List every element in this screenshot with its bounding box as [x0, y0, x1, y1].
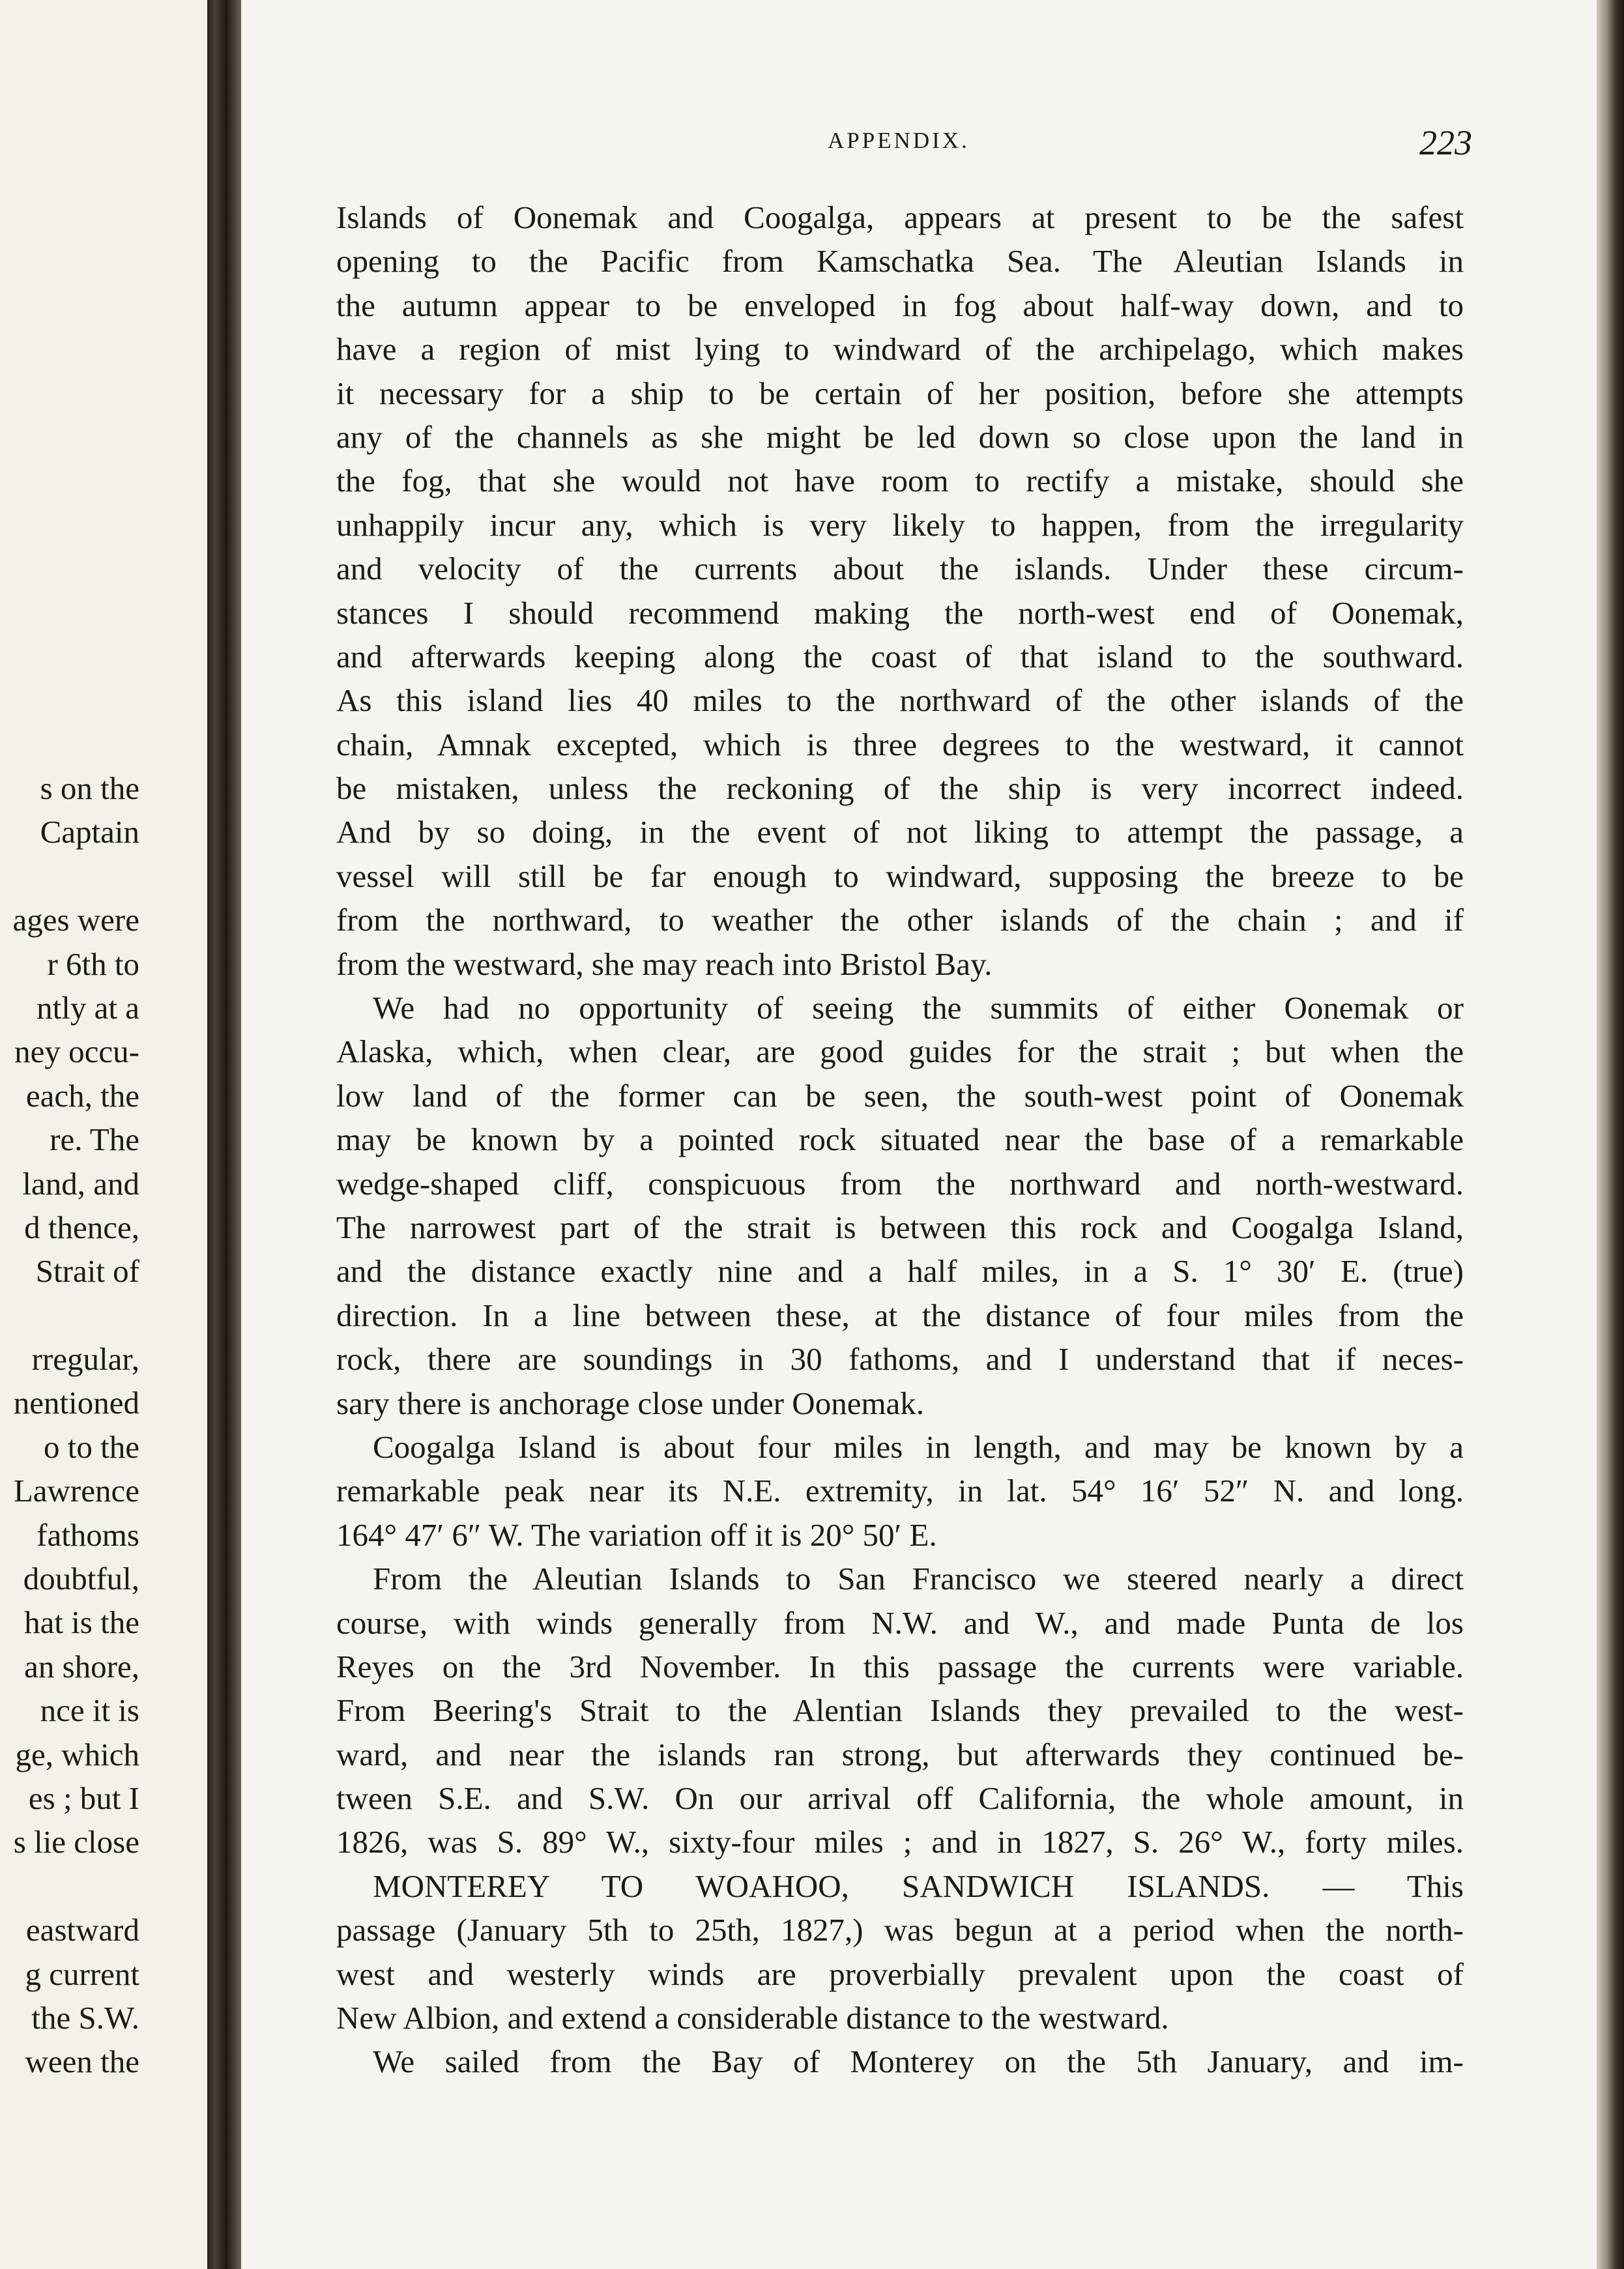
- left-line: s lie close: [13, 1824, 139, 1860]
- text-line: passage (January 5th to 25th, 1827,) was begun at a period when the north-: [336, 1912, 1464, 1948]
- left-line: land, and: [22, 1165, 139, 1202]
- left-page-text: [12, 766, 139, 2084]
- text-line: We had no opportunity of seeing the summits of either Oonemak or: [373, 990, 1464, 1026]
- left-line-gap: [12, 1864, 139, 1908]
- text-line: 1826, was S. 89° W., sixty-four miles ; and in 1827, S. 26° W., forty miles.: [336, 1824, 1464, 1860]
- text-line: Reyes on the 3rd November. In this passage the currents were variable.: [336, 1648, 1464, 1684]
- page-edge: [1597, 0, 1624, 2269]
- section-heading-line: MONTEREY TO WOAHOO, SANDWICH ISLANDS. — This: [373, 1868, 1464, 1904]
- text-line: and velocity of the currents about the islands. Under these circum-: [336, 551, 1464, 587]
- text-line: We sailed from the Bay of Monterey on the 5th January, and im-: [373, 2044, 1464, 2080]
- book-gutter: [207, 0, 241, 2269]
- left-line: ge, which: [15, 1736, 139, 1772]
- text-line: Alaska, which, when clear, are good guides for the strait ; but when the: [336, 1033, 1464, 1070]
- text-line: Coogalga Island is about four miles in length, and may be known by a: [373, 1428, 1464, 1465]
- left-line: Captain: [40, 814, 139, 850]
- text-line: any of the channels as she might be led down so close upon the land in: [336, 418, 1464, 455]
- right-page: [241, 0, 1597, 2269]
- text-line: sary there is anchorage close under Oonemak.: [336, 1385, 925, 1421]
- text-line: remarkable peak near its N.E. extremity, in lat. 54° 16′ 52″ N. and long.: [336, 1473, 1464, 1509]
- text-line: may be known by a pointed rock situated near the base of a remarkable: [336, 1121, 1464, 1158]
- left-line: Strait of: [35, 1253, 139, 1290]
- text-line: opening to the Pacific from Kamschatka Sea. The Aleutian Islands in: [336, 243, 1464, 280]
- left-line: s on the: [40, 770, 139, 806]
- text-line: wedge-shaped cliff, conspicuous from the northward and north-westward.: [336, 1165, 1464, 1202]
- left-line: es ; but I: [28, 1780, 139, 1816]
- left-line-gap: [12, 854, 139, 898]
- left-line: ween the: [25, 2044, 139, 2080]
- left-line: an shore,: [24, 1648, 139, 1684]
- text-line: from the northward, to weather the other islands of the chain ; and if: [336, 902, 1464, 938]
- text-line: the autumn appear to be enveloped in fog about half-way down, and to: [336, 287, 1464, 323]
- text-line: have a region of mist lying to windward of the archipelago, which makes: [336, 331, 1464, 368]
- left-line-gap: [12, 1293, 139, 1337]
- left-line: ntly at a: [36, 989, 139, 1026]
- left-line: o to the: [44, 1428, 139, 1465]
- left-line: each, the: [25, 1077, 139, 1114]
- text-line: unhappily incur any, which is very likely to happen, from the irregularity: [336, 506, 1464, 543]
- text-line: And by so doing, in the event of not liking to attempt the passage, a: [336, 814, 1464, 850]
- left-line: nentioned: [13, 1385, 139, 1421]
- text-line: and the distance exactly nine and a half miles, in a S. 1° 30′ E. (true): [336, 1253, 1464, 1290]
- text-line: low land of the former can be seen, the south-west point of Oonemak: [336, 1077, 1464, 1114]
- text-line: and afterwards keeping along the coast of that island to the southward.: [336, 638, 1464, 674]
- left-line: eastward: [25, 1912, 139, 1948]
- text-line: west and westerly winds are proverbially prevalent upon the coast of: [336, 1956, 1464, 1992]
- text-line: vessel will still be far enough to windward, supposing the breeze to be: [336, 858, 1464, 894]
- left-line: r 6th to: [47, 946, 139, 982]
- left-line: re. The: [50, 1121, 139, 1158]
- text-line: New Albion, and extend a considerable distance to the westward.: [336, 2000, 1169, 2036]
- text-line: course, with winds generally from N.W. and W., and made Punta de los: [336, 1604, 1464, 1641]
- text-line: From the Aleutian Islands to San Francisco we steered nearly a direct: [373, 1561, 1464, 1597]
- text-line: chain, Amnak excepted, which is three degrees to the westward, it cannot: [336, 726, 1464, 762]
- text-line: 164° 47′ 6″ W. The variation off it is 20° 50′ E.: [336, 1516, 937, 1553]
- left-line: nce it is: [40, 1692, 139, 1729]
- left-line: the S.W.: [31, 1999, 139, 2036]
- text-line: As this island lies 40 miles to the northward of the other islands of the: [336, 682, 1464, 719]
- text-line: it necessary for a ship to be certain of her position, before she attempts: [336, 375, 1464, 411]
- text-line: direction. In a line between these, at the distance of four miles from the: [336, 1297, 1464, 1333]
- running-head: [241, 123, 1597, 167]
- body-text: [336, 195, 1464, 2084]
- text-line: Islands of Oonemak and Coogalga, appears at present to be the safest: [336, 199, 1464, 235]
- left-line: Lawrence: [13, 1473, 139, 1509]
- text-line: From Beering's Strait to the Alentian Islands they prevailed to the west-: [336, 1692, 1464, 1729]
- text-line: the fog, that she would not have room to rectify a mistake, should she: [336, 463, 1464, 499]
- left-line: hat is the: [24, 1604, 139, 1641]
- text-line: rock, there are soundings in 30 fathoms, and I understand that if neces-: [336, 1341, 1464, 1378]
- left-line: fathoms: [36, 1516, 139, 1553]
- text-line: The narrowest part of the strait is between this rock and Coogalga Island,: [336, 1209, 1464, 1245]
- text-line: from the westward, she may reach into Bristol Bay.: [336, 946, 993, 982]
- left-line: g current: [25, 1956, 139, 1992]
- text-line: tween S.E. and S.W. On our arrival off California, the whole amount, in: [336, 1780, 1464, 1817]
- left-line: d thence,: [24, 1209, 139, 1245]
- left-line: doubtful,: [23, 1561, 139, 1597]
- left-line: rregular,: [31, 1341, 139, 1378]
- text-line: ward, and near the islands ran strong, but afterwards they continued be-: [336, 1736, 1464, 1772]
- left-line: ney occu-: [14, 1033, 139, 1070]
- text-line: stances I should recommend making the north-west end of Oonemak,: [336, 594, 1464, 631]
- page-number: 223: [1419, 123, 1472, 162]
- left-page: [0, 0, 208, 2269]
- text-line: be mistaken, unless the reckoning of the ship is very incorrect indeed.: [336, 770, 1464, 807]
- left-line: ages were: [12, 902, 139, 938]
- running-title: APPENDIX.: [828, 128, 970, 153]
